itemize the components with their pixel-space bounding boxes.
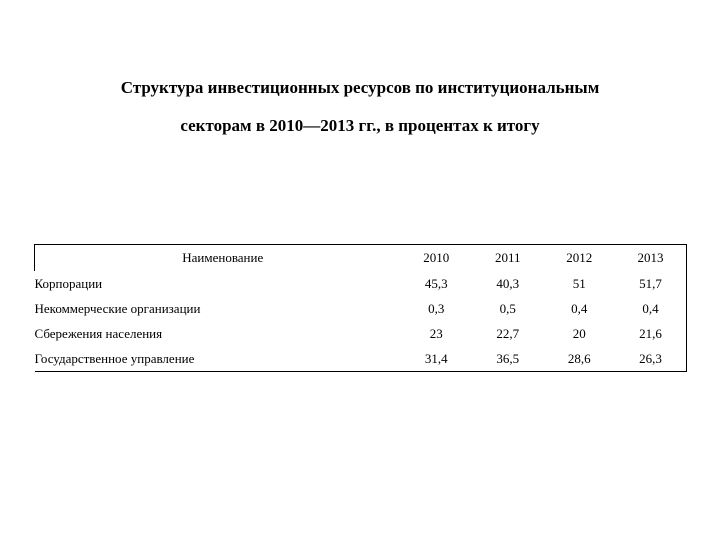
- table-row: [35, 321, 687, 346]
- row-name-cell: Сбережения населения: [34, 326, 163, 341]
- value-cell: 28,6: [544, 346, 616, 372]
- table-row: [35, 271, 687, 296]
- value-cell: 0,4: [615, 296, 687, 321]
- row-name-cell: Государственное управление: [35, 346, 401, 372]
- column-header-2011: 2011: [472, 245, 544, 272]
- table-header-row: [35, 245, 687, 272]
- value-cell: 51,7: [615, 271, 687, 296]
- row-name-cell: Корпорации: [34, 276, 103, 291]
- table-row: [35, 296, 687, 321]
- value-cell: 45,3: [424, 276, 448, 291]
- column-header-name: Наименование: [35, 245, 401, 272]
- document-title-line-2: секторам в 2010—2013 гг., в процентах к итогу: [180, 116, 540, 135]
- column-header-2010: 2010: [401, 245, 473, 272]
- row-name-cell: Некоммерческие организации: [34, 301, 201, 316]
- column-header-2013: 2013: [615, 245, 687, 272]
- value-cell: 36,5: [472, 346, 544, 372]
- value-cell: 0,4: [571, 301, 588, 316]
- value-cell: 20: [572, 326, 586, 341]
- investment-structure-table: [34, 244, 687, 372]
- column-header-2012: 2012: [544, 245, 616, 272]
- value-cell: 31,4: [401, 346, 473, 372]
- value-cell: 0,3: [428, 301, 445, 316]
- value-cell: 21,6: [615, 321, 687, 346]
- value-cell: 26,3: [615, 346, 687, 372]
- value-cell: 0,5: [499, 301, 516, 316]
- table-row: [35, 346, 687, 372]
- value-cell: 40,3: [496, 276, 520, 291]
- document-title-line-1: Структура инвестиционных ресурсов по институциональным: [120, 78, 600, 97]
- value-cell: 23: [429, 326, 443, 341]
- value-cell: 51: [572, 276, 586, 291]
- value-cell: 22,7: [496, 326, 520, 341]
